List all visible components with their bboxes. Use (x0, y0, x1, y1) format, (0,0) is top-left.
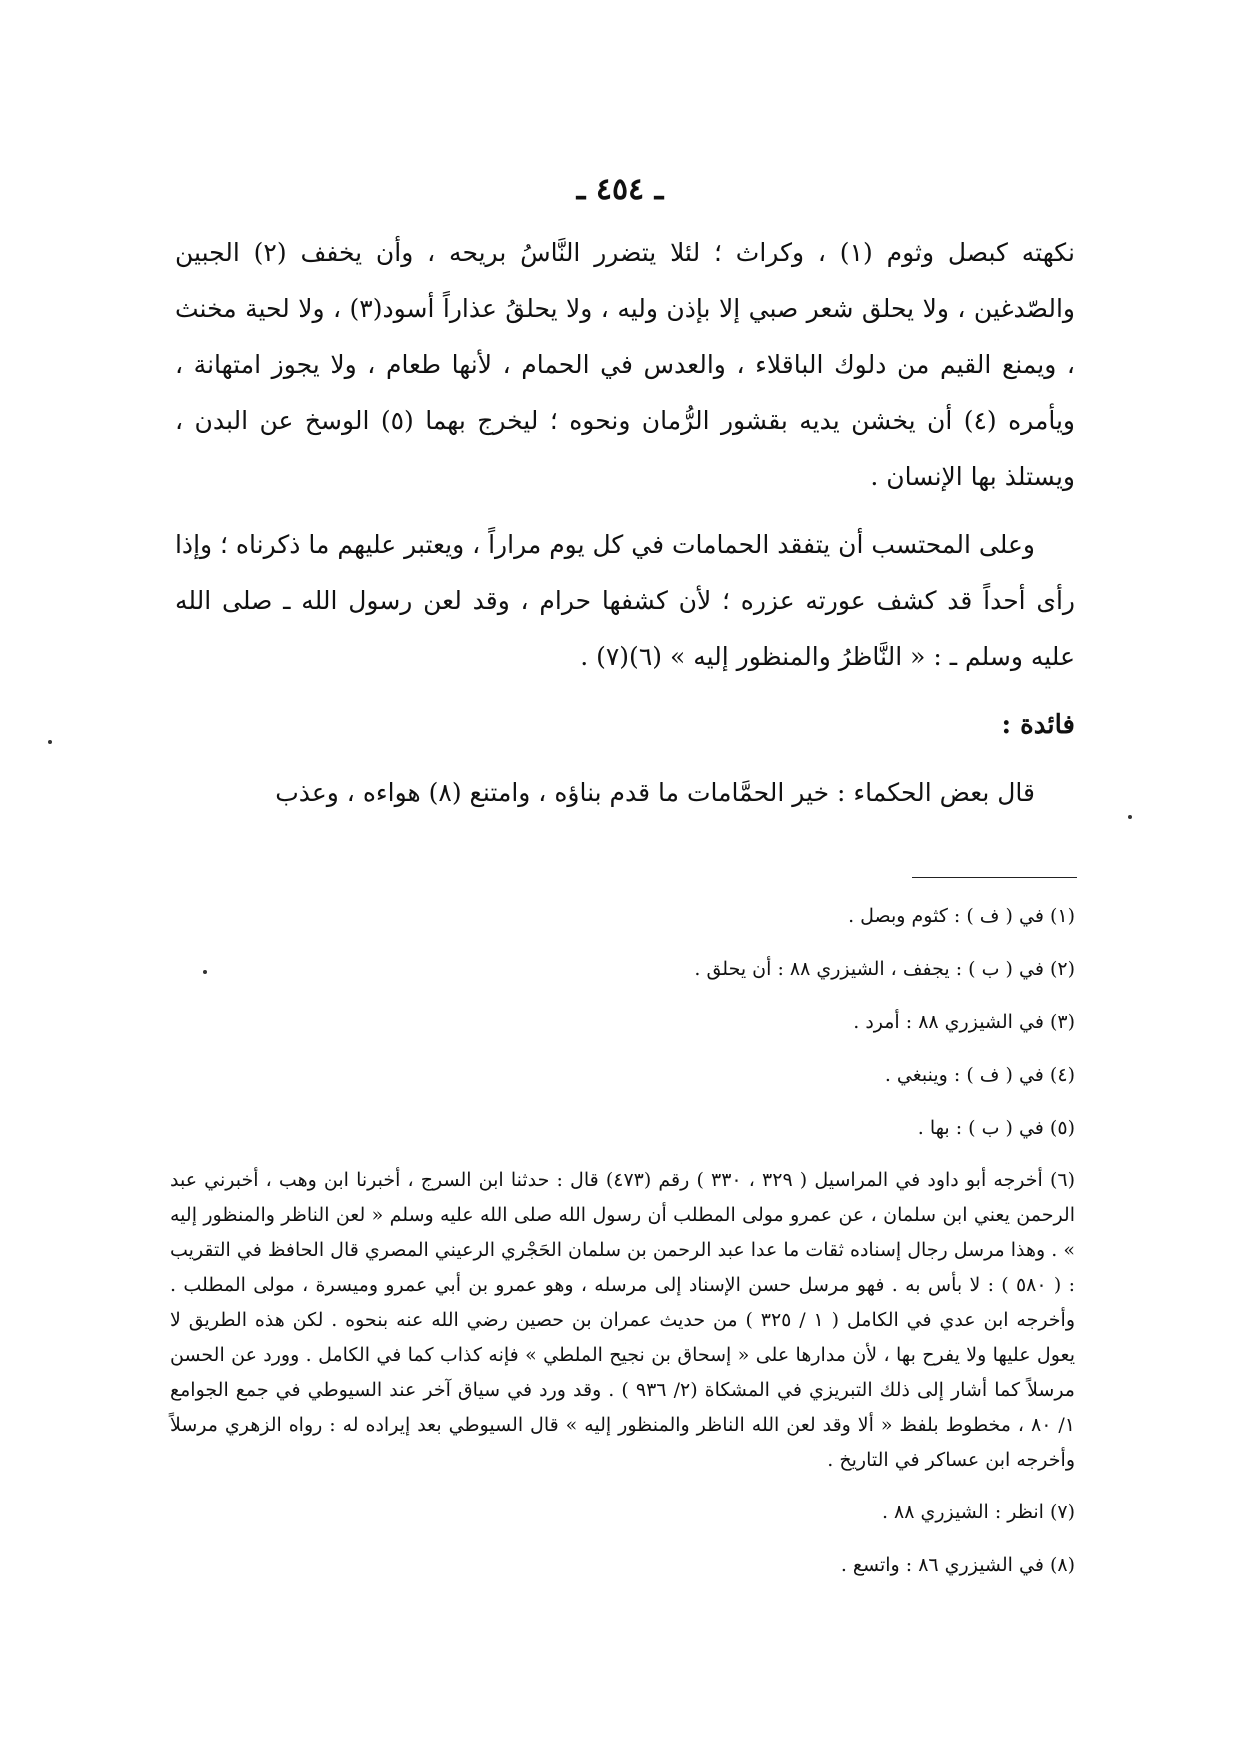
footnote-4: (٤) في ( ف ) : وينبغي . (884, 1064, 1075, 1086)
footnote-8: (٨) في الشيزري ٨٦ : واتسع . (840, 1554, 1075, 1576)
page-number: ـ ٤٥٤ ـ (576, 172, 664, 207)
footnote-3: (٣) في الشيزري ٨٨ : أمرد . (853, 1011, 1075, 1033)
body-paragraph-3: قال بعض الحكماء : خير الحمَّامات ما قدم بناؤه ، وامتنع (٨) هواءه ، وعذب (275, 778, 1035, 807)
scan-speck (203, 970, 207, 974)
footnote-divider (912, 877, 1077, 878)
main-text (175, 225, 1075, 833)
body-paragraph-2: وعلى المحتسب أن يتفقد الحمامات في كل يوم مراراً ، ويعتبر عليهم ما ذكرناه ؛ وإذا رأى أحداً قد كشف عورته عزره ؛ لأن كشفها حرام ، وقد لعن رسول الله ـ صلى الله عليه وسلم ـ : « النَّاظرُ والمنظور إليه » (٦)(٧) . (174, 530, 1075, 671)
scan-speck (1128, 815, 1132, 819)
footnote-6: (٦) أخرجه أبو داود في المراسيل ( ٣٢٩ ، ٣٣٠ ) رقم (٤٧٣) قال : حدثنا ابن السرج ، أخبرنا ابن وهب ، أخبرني عبد الرحمن يعني ابن سلمان ، عن عمرو مولى المطلب أن رسول الله صلى الله عليه وسلم « لعن الناظر والمنظور إليه » . وهذا مرسل رجال إسناده ثقات ما عدا عبد الرحمن بن سلمان الحَجْري الرعيني المصري قال الحافظ في التقريب : ( ٥٨٠ ) : لا بأس به . فهو مرسل حسن الإسناد إلى مرسله ، وهو عمرو بن أبي عمرو وميسرة ، مولى المطلب . وأخرجه ابن عدي في الكامل ( ١ / ٣٢٥ ) من حديث عمران بن حصين رضي الله عنه بنحوه . لكن هذه الطريق لا يعول عليها ولا يفرح بها ، لأن مدارها على « إسحاق بن نجيح الملطي » فإنه كذاب كما في الكامل . وورد عن الحسن مرسلاً كما أشار إلى ذلك التبريزي في المشكاة (٢/ ٩٣٦ ) . وقد ورد في سياق آخر عند السيوطي في جمع الجوامع ١/ ٨٠ ، مخطوط بلفظ « ألا وقد لعن الله الناظر والمنظور إليه » قال السيوطي بعد إيراده له : رواه الزهري مرسلاً وأخرجه ابن عساكر في التاريخ . (170, 1169, 1076, 1471)
body-paragraph-1: نكهته كبصل وثوم (١) ، وكراث ؛ لئلا يتضرر النَّاسُ بريحه ، وأن يخفف (٢) الجبين والصّدغين ، ولا يحلق شعر صبي إلا بإذن وليه ، ولا يحلقُ عذاراً أسود(٣) ، ولا لحية مخنث ، ويمنع القيم من دلوك الباقلاء ، والعدس في الحمام ، لأنها طعام ، ولا يجوز امتهانة ، ويأمره (٤) أن يخشن يديه بقشور الرُّمان ونحوه ؛ ليخرج بهما (٥) الوسخ عن البدن ، ويستلذ بها الإنسان . (175, 238, 1076, 491)
footnote-7: (٧) انظر : الشيزري ٨٨ . (881, 1501, 1075, 1523)
footnote-2: (٢) في ( ب ) : يجفف ، الشيزري ٨٨ : أن يحلق . (694, 958, 1075, 980)
footnotes-section (170, 890, 1075, 1592)
benefit-heading: فائدة : (1001, 710, 1075, 740)
footnote-5: (٥) في ( ب ) : بها . (917, 1117, 1075, 1139)
footnote-1: (١) في ( ف ) : كثوم وبصل . (848, 905, 1075, 927)
scan-speck (48, 740, 52, 744)
